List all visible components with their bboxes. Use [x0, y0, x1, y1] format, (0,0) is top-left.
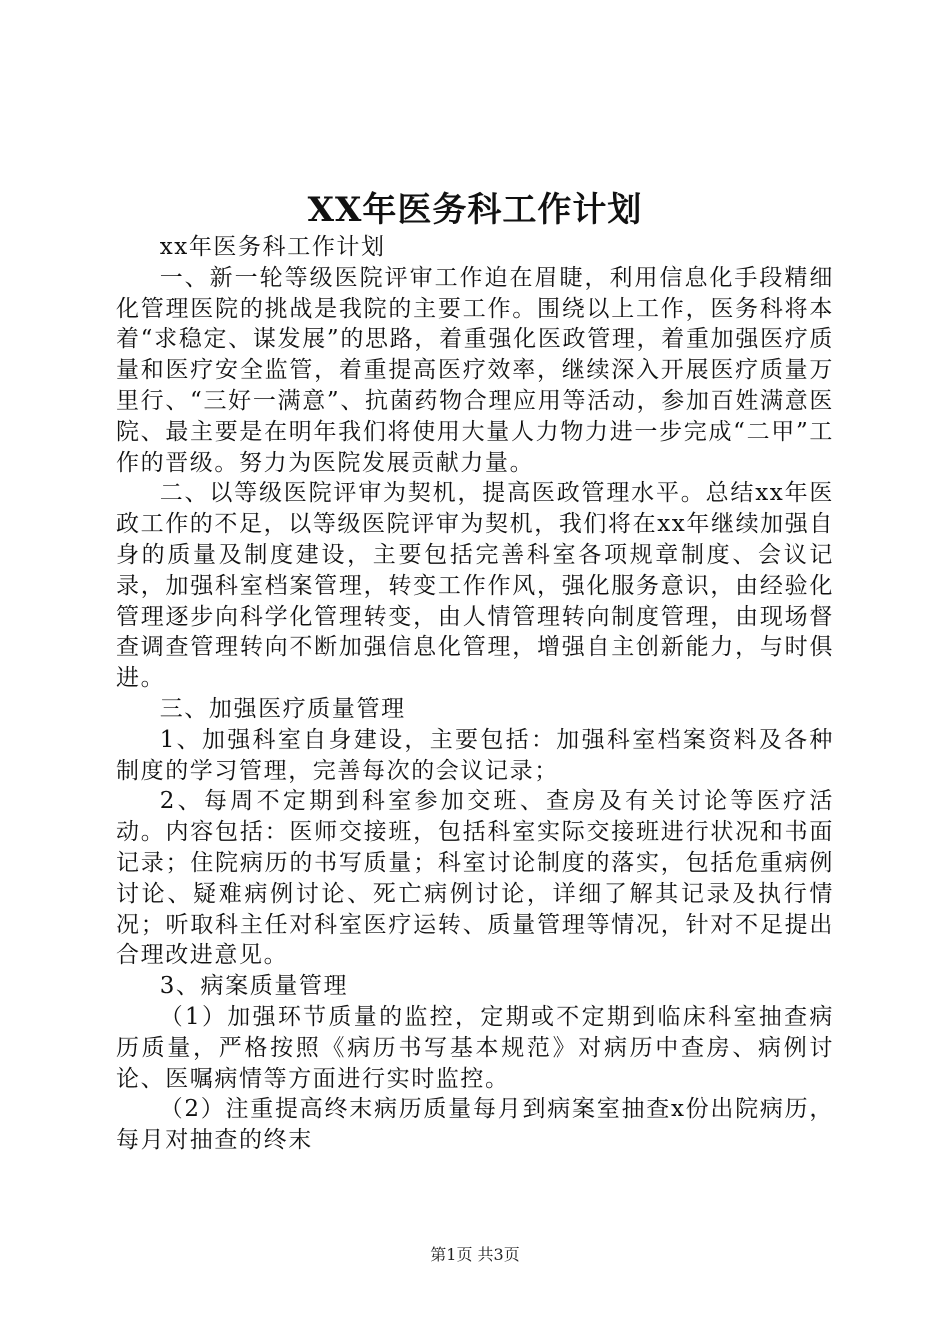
paragraph-section-3-heading: 三、加强医疗质量管理 [159, 695, 406, 722]
page-footer: 第1页 共3页 [430, 1245, 520, 1264]
paragraph-item-2: 2、每周不定期到科室参加交班、查房及有关讨论等医疗活动。内容包括：医师交接班，包括科室实际交接班进行状况和书面记录；住院病历的书写质量；科室讨论制度的落实，包括危重病例讨论、疑难病例讨论、死亡病例讨论，详细了解其记录及执行情况；听取科主任对科室医疗运转、质量管理等情况，针对不足提出合理改进意见。 [116, 788, 834, 969]
paragraph-section-2: 二、以等级医院评审为契机，提高医政管理水平。总结xx年医政工作的不足，以等级医院评审为契机，我们将在xx年继续加强自身的质量及制度建设，主要包括完善科室各项规章制度、会议记录，加强科室档案管理，转变工作作风，强化服务意识，由经验化管理逐步向科学化管理转变，由人情管理转向制度管理，由现场督查调查管理转向不断加强信息化管理，增强自主创新能力，与时俱进。 [116, 480, 834, 692]
paragraph-item-1: 1、加强科室自身建设，主要包括：加强科室档案资料及各种制度的学习管理，完善每次的会议记录； [116, 726, 834, 784]
paragraph-subitem-2: （2）注重提高终末病历质量每月到病案室抽查x份出院病历，每月对抽查的终末 [116, 1096, 834, 1154]
document-body [116, 232, 834, 1156]
page-title: XX年医务科工作计划 [307, 190, 643, 230]
paragraph-subitem-1: （1）加强环节质量的监控，定期或不定期到临床科室抽查病历质量，严格按照《病历书写基本规范》对病历中查房、病例讨论、医嘱病情等方面进行实时监控。 [116, 1003, 834, 1092]
paragraph-section-1: 一、新一轮等级医院评审工作迫在眉睫，利用信息化手段精细化管理医院的挑战是我院的主要工作。围绕以上工作，医务科将本着“求稳定、谋发展”的思路，着重强化医政管理，着重加强医疗质量和医疗安全监管，着重提高医疗效率，继续深入开展医疗质量万里行、“三好一满意”、抗菌药物合理应用等活动，参加百姓满意医院、最主要是在明年我们将使用大量人力物力进一步完成“二甲”工作的晋级。努力为医院发展贡献力量。 [116, 264, 834, 476]
paragraph-subtitle: xx年医务科工作计划 [159, 234, 386, 260]
paragraph-item-3-heading: 3、病案质量管理 [159, 973, 349, 1000]
